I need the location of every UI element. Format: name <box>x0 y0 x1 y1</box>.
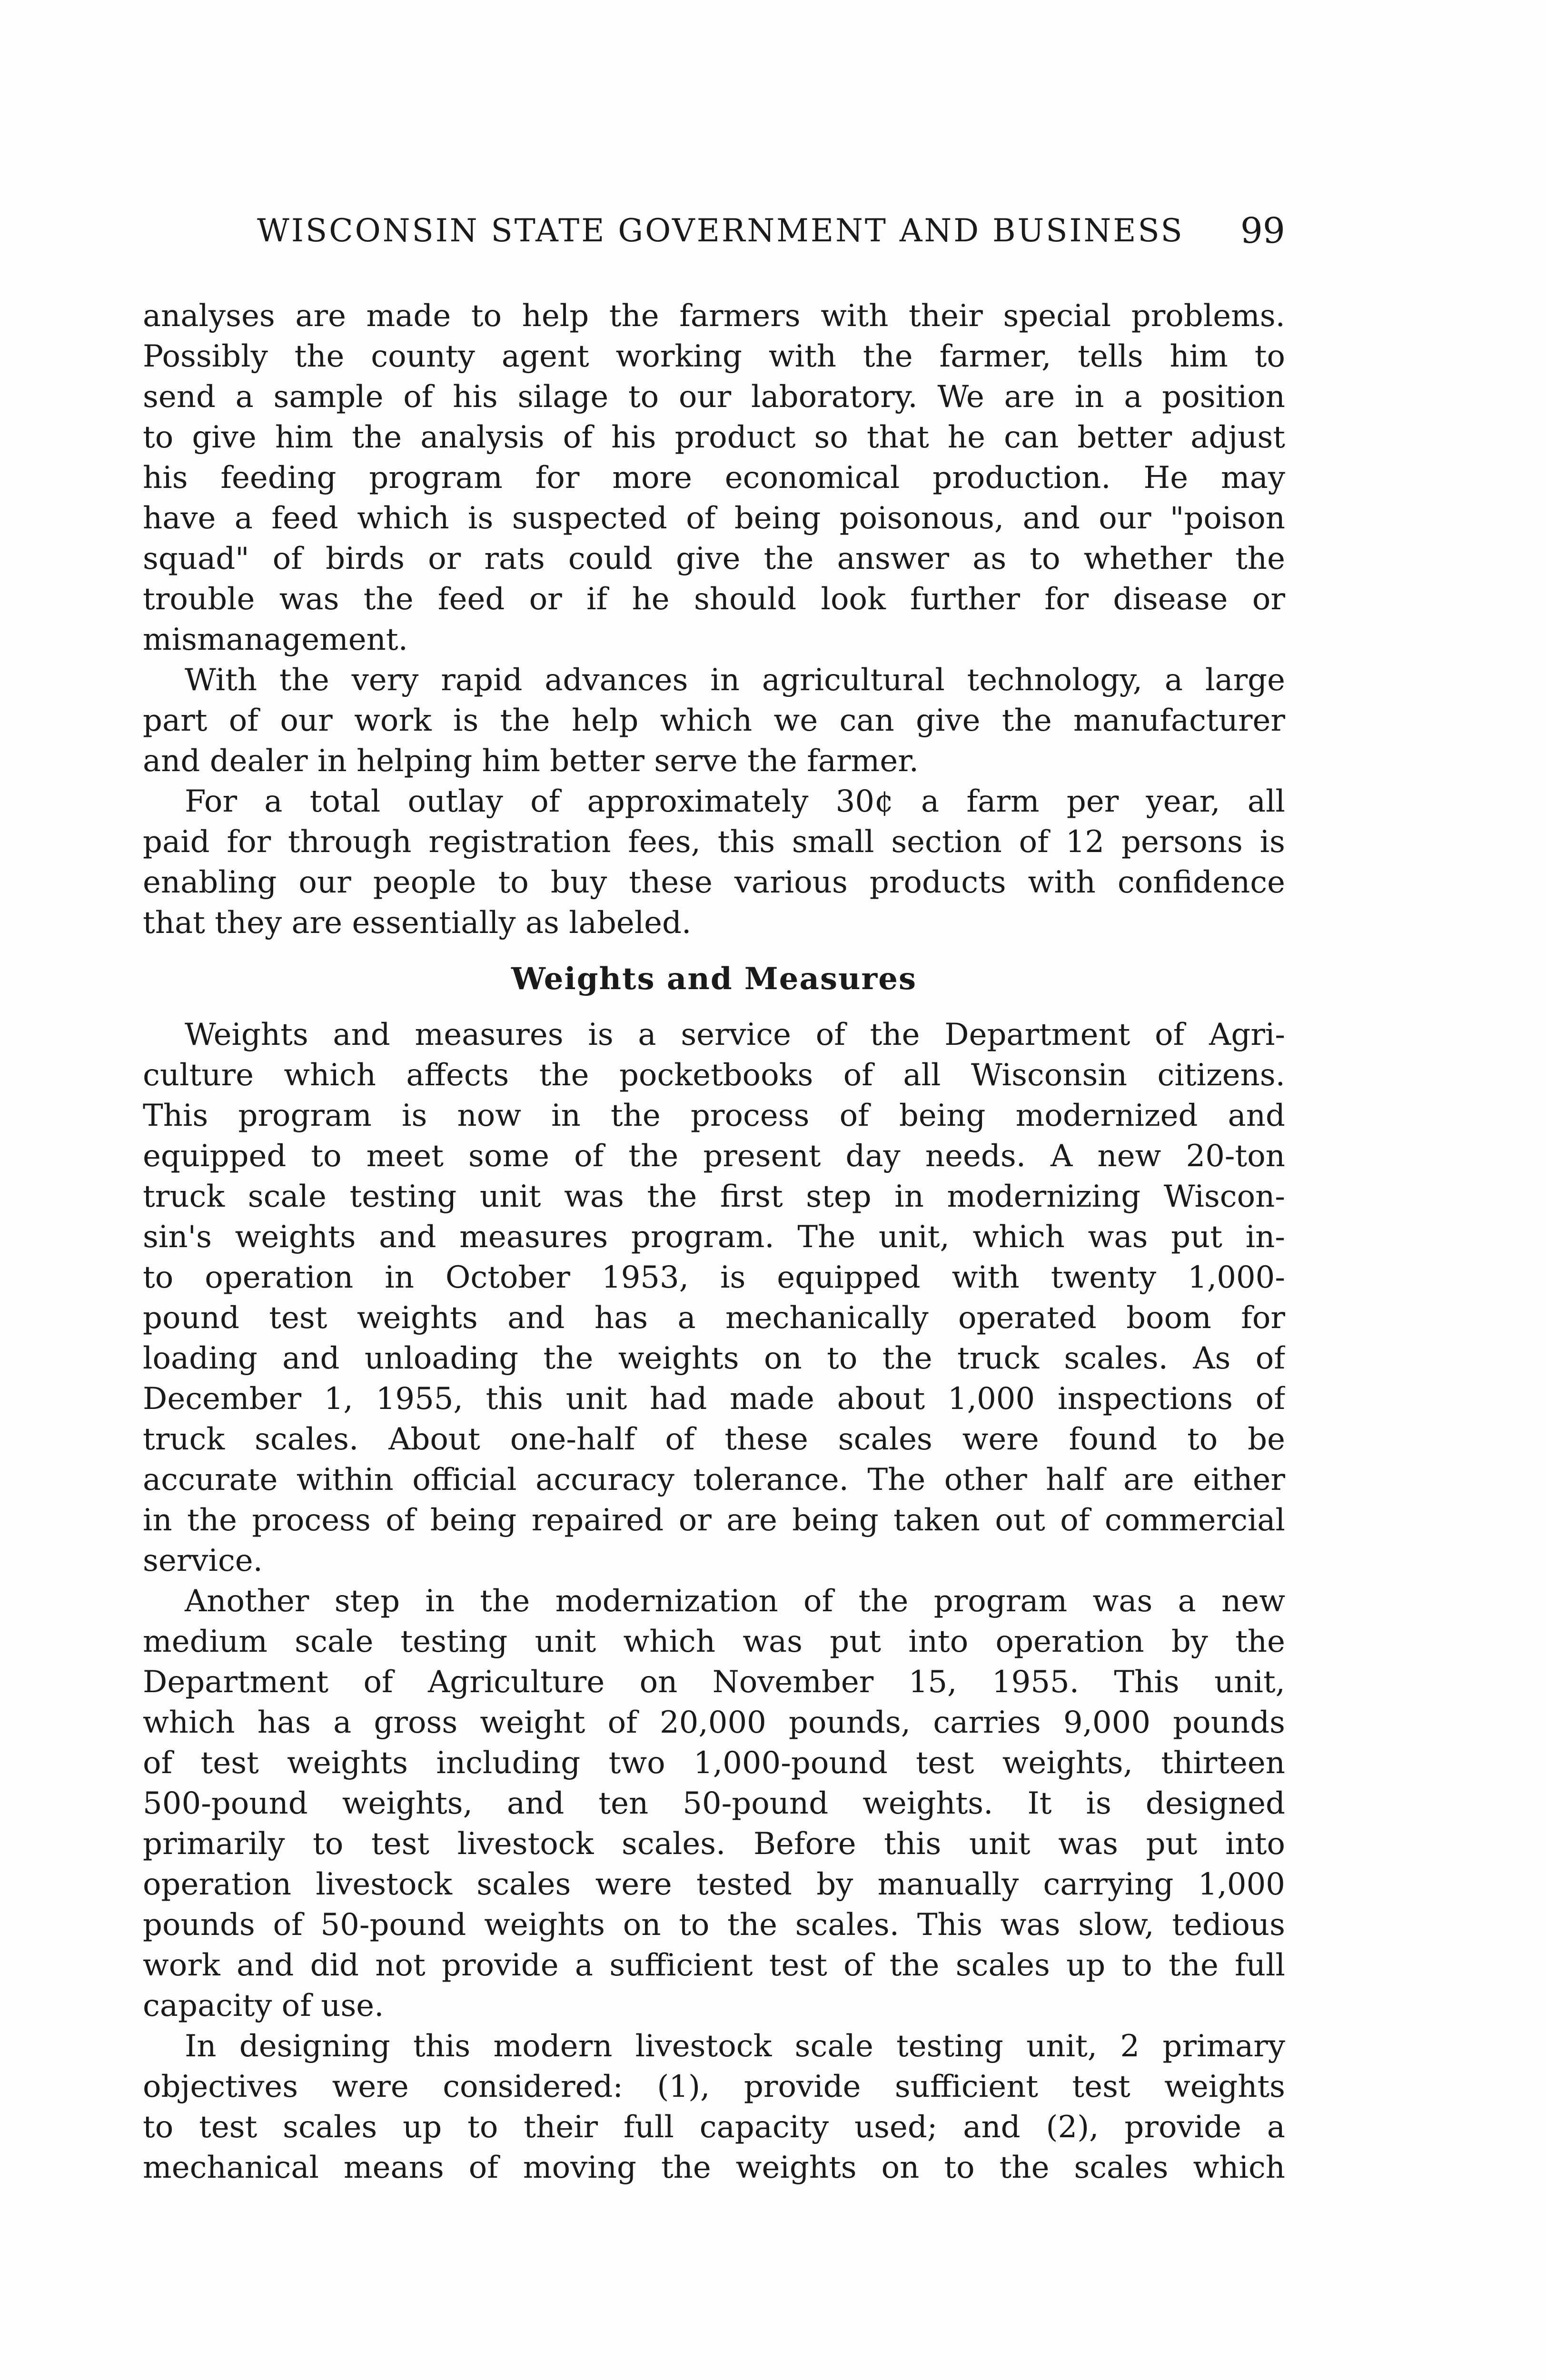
text-line: service. <box>143 1543 263 1578</box>
text-line: which has a gross weight of 20,000 pounds, carries 9,000 pounds <box>143 1705 1285 1740</box>
text-line: have a feed which is suspected of being poisonous, and our "poison <box>143 501 1285 536</box>
text-line: For a total outlay of approximately 30¢ a farm per year, all <box>185 784 1285 819</box>
text-line: Possibly the county agent working with the farmer, tells him to <box>143 339 1285 374</box>
text-line: truck scales. About one-half of these scales were found to be <box>143 1422 1285 1457</box>
text-line: loading and unloading the weights on to the truck scales. As of <box>143 1341 1285 1376</box>
text-line: capacity of use. <box>143 1988 384 2023</box>
text-line: pounds of 50-pound weights on to the scales. This was slow, tedious <box>143 1907 1285 1943</box>
text-line: of test weights including two 1,000-pound test weights, thirteen <box>143 1745 1285 1781</box>
text-line: culture which affects the pocketbooks of all Wisconsin citizens. <box>143 1058 1285 1093</box>
text-line: work and did not provide a sufficient test of the scales up to the full <box>143 1948 1285 1983</box>
text-line: analyses are made to help the farmers with their special problems. <box>143 298 1285 334</box>
page-number: 99 <box>1240 210 1285 251</box>
text-line: Weights and measures is a service of the Department of Agri- <box>185 1017 1285 1052</box>
text-line: in the process of being repaired or are being taken out of commercial <box>143 1503 1285 1538</box>
text-line: pound test weights and has a mechanically operated boom for <box>143 1300 1285 1336</box>
text-line: medium scale testing unit which was put into operation by the <box>143 1624 1285 1659</box>
text-line: to give him the analysis of his product so that he can better adjust <box>143 420 1285 455</box>
running-head: WISCONSIN STATE GOVERNMENT AND BUSINESS <box>257 212 1184 249</box>
text-line: objectives were considered: (1), provide sufficient test weights <box>143 2069 1285 2104</box>
text-line: truck scale testing unit was the first step in modernizing Wiscon- <box>143 1179 1285 1214</box>
text-line: December 1, 1955, this unit had made about 1,000 inspections of <box>143 1381 1285 1417</box>
text-line: enabling our people to buy these various products with confidence <box>143 865 1285 900</box>
text-line: equipped to meet some of the present day needs. A new 20-ton <box>143 1139 1285 1174</box>
text-line: to operation in October 1953, is equipped with twenty 1,000- <box>143 1260 1285 1295</box>
text-line: mechanical means of moving the weights on to the scales which <box>143 2150 1285 2185</box>
text-line: his feeding program for more economical production. He may <box>143 460 1285 496</box>
text-line: 500-pound weights, and ten 50-pound weights. It is designed <box>143 1786 1285 1821</box>
text-line: to test scales up to their full capacity used; and (2), provide a <box>143 2110 1285 2145</box>
text-line: paid for through registration fees, this small section of 12 persons is <box>143 824 1285 860</box>
text-line: mismanagement. <box>143 622 408 657</box>
text-line: that they are essentially as labeled. <box>143 905 692 941</box>
text-line: part of our work is the help which we can give the manufacturer <box>143 703 1285 738</box>
text-line: This program is now in the process of being modernized and <box>143 1098 1285 1133</box>
text-line: primarily to test livestock scales. Before this unit was put into <box>143 1826 1285 1862</box>
text-line: In designing this modern livestock scale testing unit, 2 primary <box>185 2029 1285 2064</box>
text-line: With the very rapid advances in agricultural technology, a large <box>185 663 1285 698</box>
text-line: sin's weights and measures program. The unit, which was put in- <box>143 1220 1285 1255</box>
text-line: and dealer in helping him better serve the farmer. <box>143 744 919 779</box>
text-line: squad" of birds or rats could give the answer as to whether the <box>143 541 1285 576</box>
text-line: Another step in the modernization of the program was a new <box>185 1584 1285 1619</box>
text-line: accurate within official accuracy tolerance. The other half are either <box>143 1462 1285 1497</box>
page-header <box>143 205 1285 257</box>
text-line: trouble was the feed or if he should look further for disease or <box>143 582 1285 617</box>
body-text <box>143 296 1285 2188</box>
section-heading: Weights and Measures <box>511 961 917 997</box>
text-line: send a sample of his silage to our laboratory. We are in a position <box>143 379 1285 415</box>
text-line: operation livestock scales were tested by manually carrying 1,000 <box>143 1867 1285 1902</box>
text-line: Department of Agriculture on November 15, 1955. This unit, <box>143 1665 1285 1700</box>
